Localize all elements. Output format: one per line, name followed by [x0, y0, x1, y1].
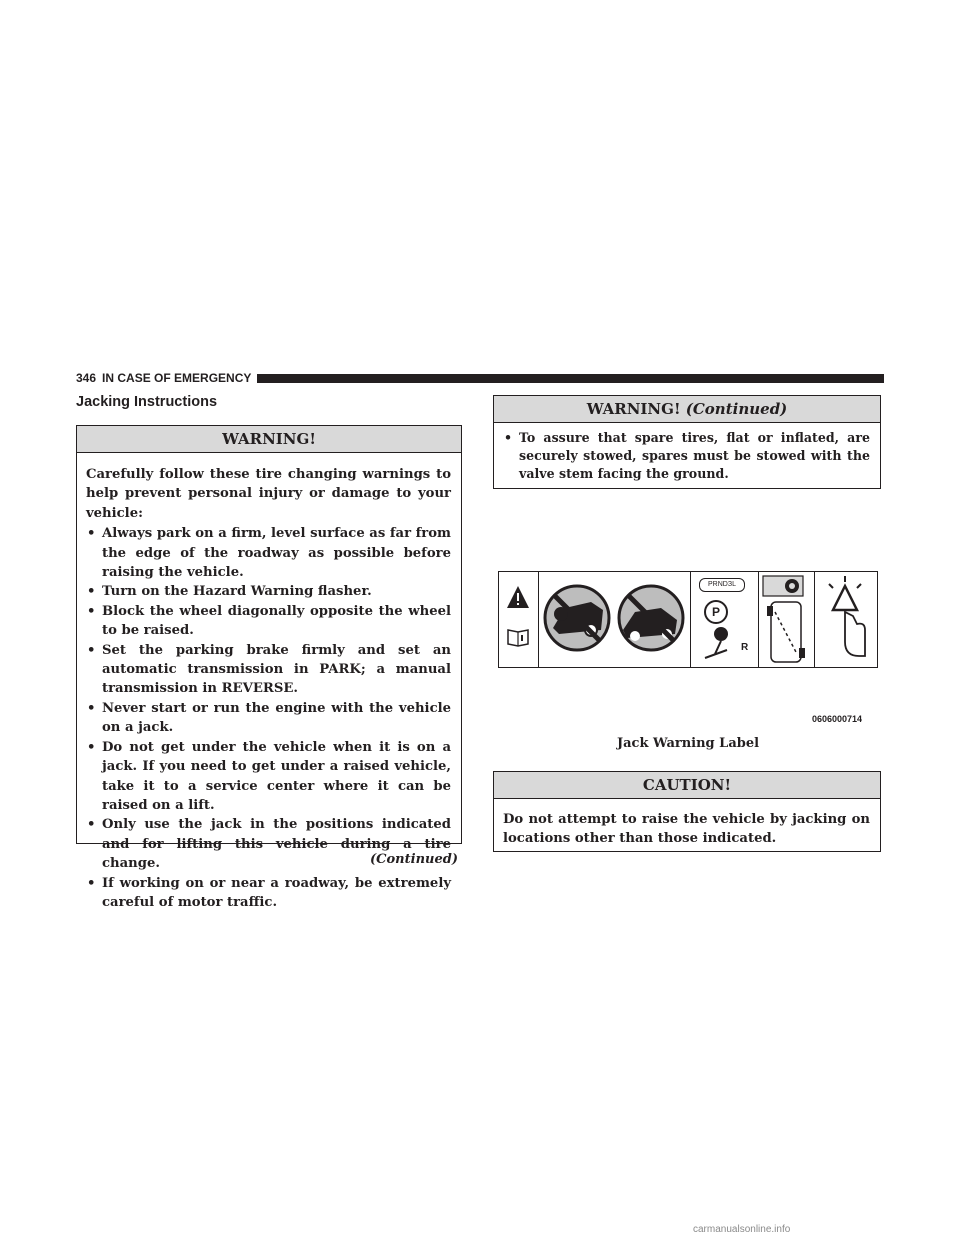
wheel-chock-diagram-icon [759, 572, 813, 666]
manual-book-icon [508, 630, 528, 646]
page-number: 346 [76, 371, 97, 385]
label-prohibition-cell [539, 572, 691, 667]
list-item: • If working on or near a roadway, be extremely careful of motor traffic. [87, 875, 451, 910]
caution-text: Do not attempt to raise the vehicle by jacking on locations other than those indicated. [503, 812, 870, 847]
gear-shift-icon [701, 624, 737, 660]
caution-box [493, 771, 881, 852]
caution-heading: CAUTION! [494, 772, 880, 799]
reverse-letter: R [741, 642, 749, 653]
header-rule [257, 374, 884, 383]
warning-continued-heading: WARNING! (Continued) [494, 396, 880, 423]
section-title: Jacking Instructions [76, 394, 218, 410]
warning-body [77, 453, 461, 920]
watermark-text: carmanualsonline.info [693, 1224, 791, 1235]
warning-intro: Carefully follow these tire changing warnings to help prevent personal injury or damage to your vehicle: [86, 467, 451, 521]
label-hazard-cell [815, 572, 877, 667]
list-item: • Set the parking brake firmly and set an automatic transmission in PARK; a manual transmission in REVERSE. [87, 642, 451, 697]
warning-continued-body [494, 423, 880, 491]
section-name: IN CASE OF EMERGENCY [102, 371, 252, 385]
hazard-flasher-icon [815, 572, 875, 666]
continued-note: (Continued) [370, 852, 458, 867]
no-vehicle-slope-icon [619, 586, 683, 650]
list-item: • Only use the jack in the positions indicated and for lifting this vehicle during a tire change. [87, 817, 451, 872]
label-transmission-cell [691, 572, 759, 667]
park-brake-icon: P [704, 600, 728, 624]
list-item: • To assure that spare tires, flat or inflated, are securely stowed, spares must be stowed with the valve stem facing the ground. [504, 430, 870, 481]
page-header [76, 371, 884, 385]
gear-selector: PRNDЗL [699, 578, 745, 592]
figure-code: 0606000714 [812, 714, 863, 724]
label-wheel-block-cell [759, 572, 815, 667]
warning-continued-box [493, 395, 881, 489]
list-item: • Block the wheel diagonally opposite the wheel to be raised. [87, 603, 451, 639]
label-symbols-cell [499, 572, 539, 667]
jack-warning-label [498, 571, 878, 668]
list-item: • Always park on a firm, level surface as far from the edge of the roadway as possible before raising the vehicle. [87, 526, 451, 581]
continued-suffix: (Continued) [685, 400, 788, 418]
warning-triangle-icon [499, 572, 537, 666]
figure-caption: Jack Warning Label [616, 736, 760, 751]
warning-heading: WARNING! [77, 426, 461, 453]
no-crawling-under-icon [539, 572, 689, 666]
list-item: • Turn on the Hazard Warning flasher. [87, 584, 372, 600]
list-item: • Do not get under the vehicle when it is on a jack. If you need to get under a raised vehicle, take it to a service center where it can be raised on a lift. [87, 739, 451, 813]
list-item: • Never start or run the engine with the vehicle on a jack. [87, 700, 451, 736]
